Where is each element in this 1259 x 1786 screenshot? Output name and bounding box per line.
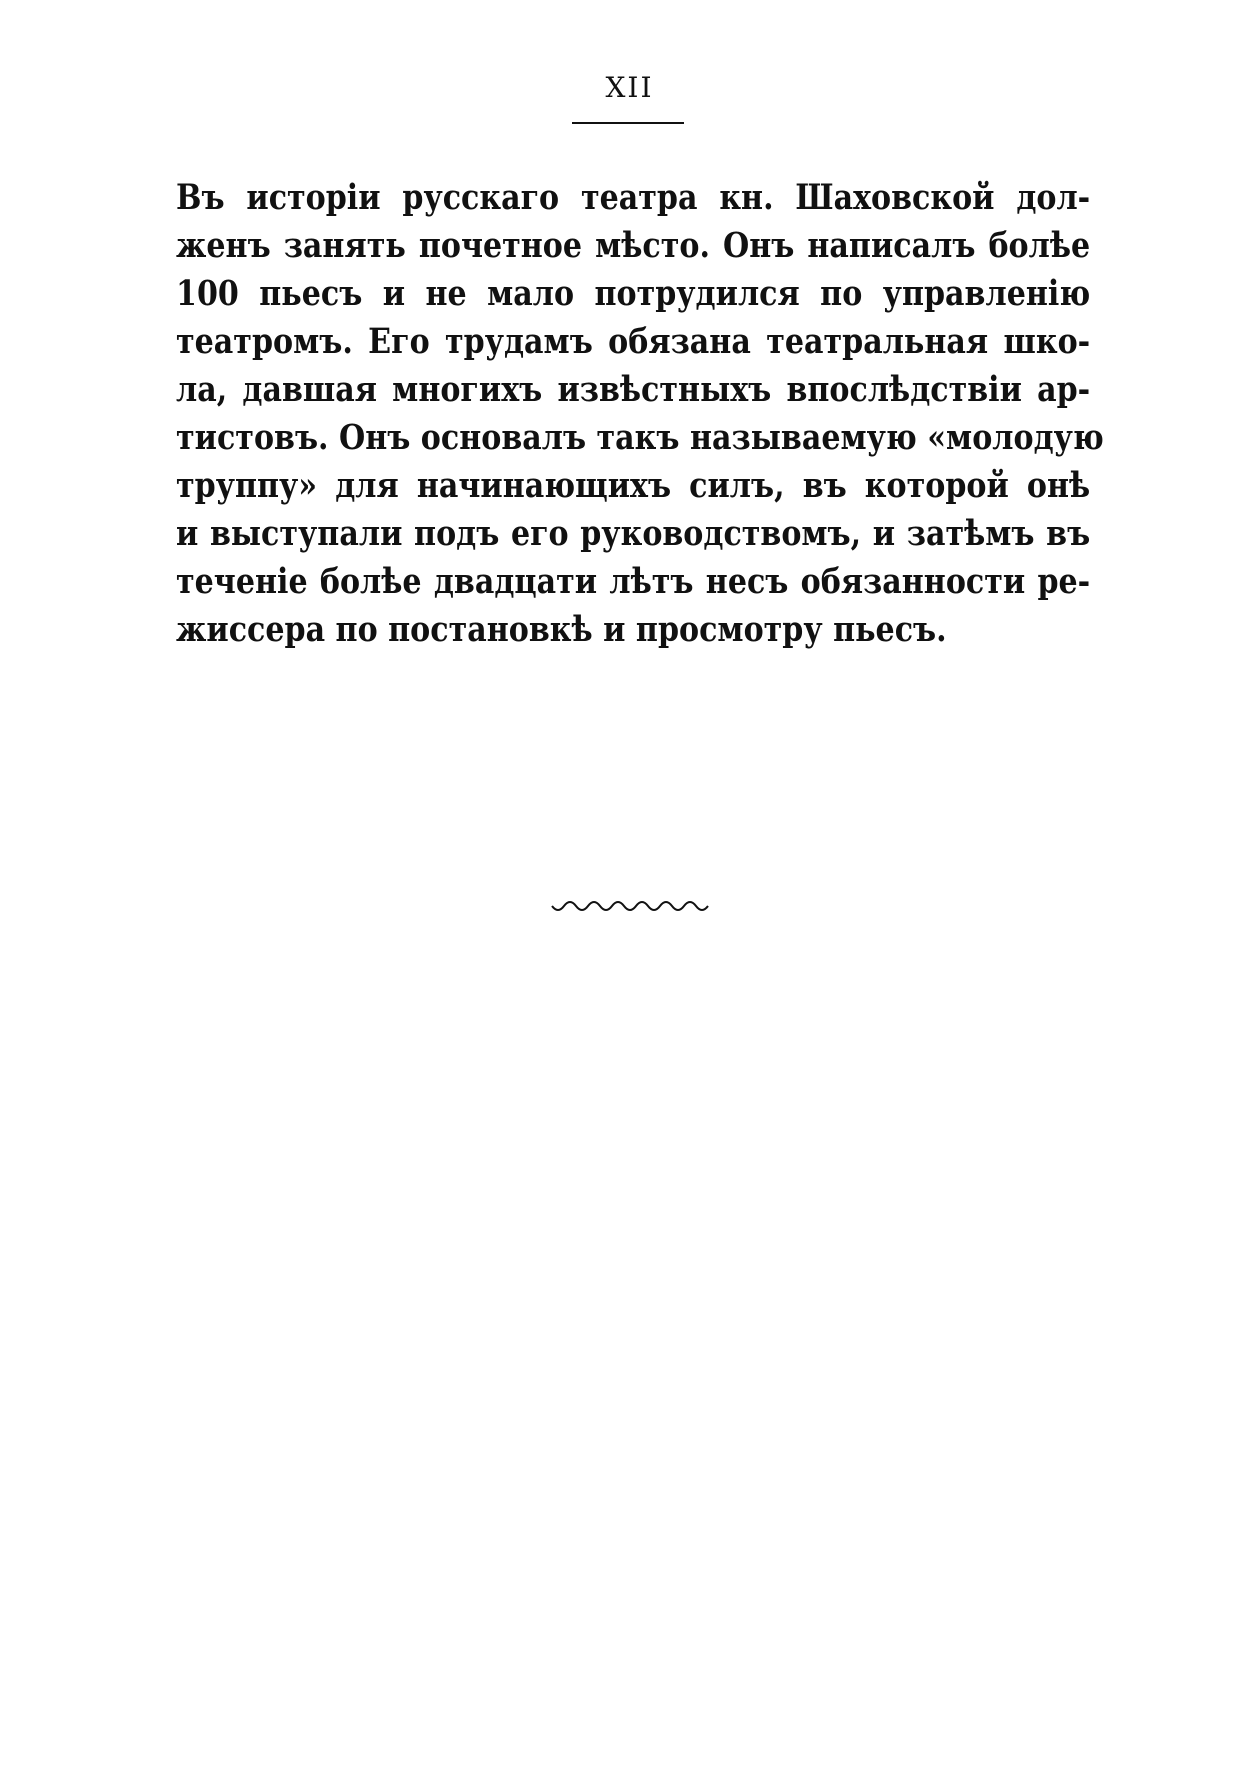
header-rule (572, 122, 684, 124)
text-line: труппу» для начинающихъ силъ, въ которой онѣ (176, 465, 1091, 506)
text-line: Въ исторіи русскаго театра кн. Шаховской дол- (176, 177, 1091, 218)
text-line: жиссера по постановкѣ и просмотру пьесъ. (176, 609, 947, 650)
text-line: театромъ. Его трудамъ обязана театральная шко- (176, 321, 1091, 362)
paragraph (176, 174, 1104, 654)
text-line: теченіе болѣе двадцати лѣтъ несъ обязанности ре- (176, 561, 1091, 602)
wavy-line-ornament-icon (550, 898, 710, 916)
text-line: 100 пьесъ и не мало потрудился по управленію (176, 273, 1091, 314)
text-line: ла, давшая многихъ извѣстныхъ впослѣдствіи ар- (176, 369, 1091, 410)
text-line: и выступали подъ его руководствомъ, и затѣмъ въ (176, 513, 1091, 554)
text-line: тистовъ. Онъ основалъ такъ называемую «молодую (176, 417, 1104, 458)
page-number: XII (605, 71, 654, 104)
text-line: женъ занять почетное мѣсто. Онъ написалъ болѣе (176, 225, 1091, 266)
